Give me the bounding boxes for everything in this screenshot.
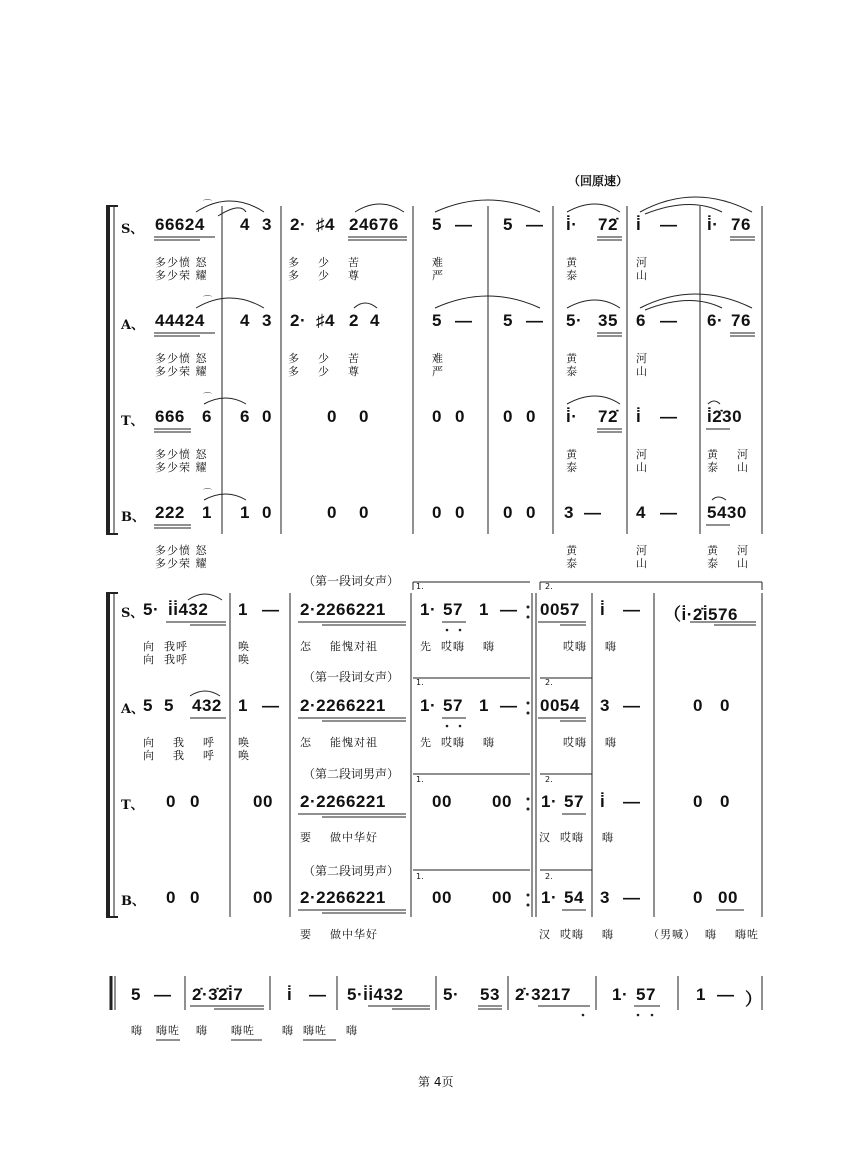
lyric-line: 难 严 bbox=[432, 352, 444, 378]
jianpu-note: i̇ bbox=[600, 600, 606, 619]
voice-label: T、 bbox=[121, 798, 144, 813]
jianpu-note: 1· bbox=[612, 985, 629, 1004]
jianpu-note: — bbox=[526, 215, 544, 234]
jianpu-note: 5 bbox=[503, 311, 513, 330]
jianpu-note: 53 bbox=[480, 985, 500, 1004]
jianpu-note: — bbox=[262, 600, 280, 619]
jianpu-note: 5 bbox=[432, 215, 442, 234]
lyric-line: 多少愤 怒 多少荣 耀 bbox=[155, 256, 208, 282]
jianpu-note: 00 bbox=[492, 792, 512, 811]
jianpu-note: 432 bbox=[192, 696, 222, 715]
jianpu-note: 00 bbox=[253, 888, 273, 907]
jianpu-note: i̇ bbox=[636, 215, 642, 234]
tempo-marking: （回原速） bbox=[568, 174, 629, 188]
lyric-line: 向 我呼 向 我呼 bbox=[143, 640, 188, 666]
jianpu-note: 0 bbox=[359, 503, 369, 522]
lyric-word: 嗨 bbox=[346, 1024, 358, 1037]
lyric-line: 多 少 苦 多 少 尊 bbox=[288, 256, 360, 282]
volta-1-label: 1. bbox=[416, 582, 424, 591]
jianpu-note: 1 bbox=[696, 985, 706, 1004]
jianpu-note: 00 bbox=[432, 888, 452, 907]
lyric-line: 黄 泰 bbox=[566, 256, 578, 282]
jianpu-note: ♯4 bbox=[316, 311, 335, 330]
jianpu-note: 72̇ bbox=[598, 215, 618, 234]
jianpu-note: — bbox=[623, 600, 641, 619]
jianpu-note: — bbox=[500, 696, 518, 715]
voice-label: B、 bbox=[121, 894, 145, 909]
jianpu-note: 0 bbox=[720, 792, 730, 811]
jianpu-note: 666 bbox=[155, 407, 185, 426]
jianpu-note: 5·i̇i̇432 bbox=[347, 985, 404, 1004]
jianpu-note: 0 bbox=[262, 503, 272, 522]
jianpu-note: 6· bbox=[707, 311, 724, 330]
voice-label: T、 bbox=[121, 414, 144, 429]
jianpu-note: 1· bbox=[541, 888, 558, 907]
jianpu-note: 3 bbox=[262, 215, 272, 234]
jianpu-note: — bbox=[623, 888, 641, 907]
jianpu-note: 5· bbox=[143, 600, 160, 619]
jianpu-note: 54 bbox=[564, 888, 584, 907]
jianpu-note: — bbox=[660, 311, 678, 330]
jianpu-note: i̇2̇30 bbox=[707, 407, 743, 426]
jianpu-note: 0 bbox=[432, 503, 442, 522]
lyric-line: 黄 泰 bbox=[566, 352, 578, 378]
jianpu-note: i̇· bbox=[566, 215, 578, 234]
lyric-line: 黄 河 泰 山 bbox=[707, 544, 749, 570]
performance-direction: （第一段词女声） bbox=[303, 574, 400, 588]
lyric-line: 向 我 呼 向 我 呼 bbox=[143, 736, 215, 762]
jianpu-note: — bbox=[526, 311, 544, 330]
lyric-line: 河 山 bbox=[636, 352, 648, 378]
lyric-line: 怎 能愧对祖 bbox=[300, 736, 378, 749]
jianpu-note: 5· bbox=[443, 985, 460, 1004]
voice-label: A、 bbox=[121, 702, 145, 717]
lyric-line: 多少愤 怒 多少荣 耀 bbox=[155, 448, 208, 474]
jianpu-note: 44424 bbox=[155, 311, 205, 330]
jianpu-note: 1· bbox=[541, 792, 558, 811]
lyric-line: 怎 能愧对祖 bbox=[300, 640, 378, 653]
jianpu-note: 6 bbox=[202, 407, 212, 426]
voice-label: S、 bbox=[121, 222, 144, 237]
jianpu-note: 0 bbox=[693, 888, 703, 907]
jianpu-note: 0054 bbox=[540, 696, 580, 715]
jianpu-note: 0 bbox=[190, 888, 200, 907]
lyric-line: 黄 泰 bbox=[566, 448, 578, 474]
lyric-line: 汉 哎嗨 嗨 bbox=[539, 831, 614, 844]
lyric-line: 要 做中华好 bbox=[300, 928, 378, 941]
jianpu-note: 3 bbox=[262, 311, 272, 330]
volta-1-label: 1. bbox=[416, 775, 424, 784]
jianpu-note: 6 bbox=[636, 311, 646, 330]
jianpu-note: 57 bbox=[443, 696, 463, 715]
lyric-word: 嗨咗 bbox=[303, 1024, 327, 1037]
jianpu-note: 3 bbox=[564, 503, 574, 522]
jianpu-note: 76 bbox=[731, 311, 751, 330]
svg-text:⌒: ⌒ bbox=[203, 489, 213, 499]
jianpu-note: 66624 bbox=[155, 215, 205, 234]
jianpu-note: 0 bbox=[526, 407, 536, 426]
jianpu-note: 0 bbox=[455, 407, 465, 426]
jianpu-note: 3 bbox=[600, 888, 610, 907]
volta-1-label: 1. bbox=[416, 678, 424, 687]
jianpu-note: 0 bbox=[166, 792, 176, 811]
performance-direction: （第一段词女声） bbox=[303, 670, 400, 684]
lyric-line: 先 哎嗨 嗨 bbox=[420, 640, 495, 653]
jianpu-note: — bbox=[623, 792, 641, 811]
jianpu-note: — bbox=[717, 985, 735, 1004]
jianpu-note: — bbox=[660, 503, 678, 522]
jianpu-note: 1 bbox=[238, 600, 248, 619]
lyric-line: （男喊） 嗨 嗨咗 bbox=[648, 928, 759, 941]
jianpu-note: 0 bbox=[359, 407, 369, 426]
lyric-line: 河 山 bbox=[636, 448, 648, 474]
jianpu-note: — bbox=[660, 407, 678, 426]
jianpu-note: — bbox=[455, 311, 473, 330]
jianpu-note: 0 bbox=[262, 407, 272, 426]
jianpu-note: 2·2266221 bbox=[300, 888, 386, 907]
volta-2-label: 2. bbox=[545, 582, 553, 591]
jianpu-note: 0 bbox=[503, 503, 513, 522]
jianpu-note: i̇ bbox=[600, 792, 606, 811]
jianpu-note: 1 bbox=[479, 696, 489, 715]
jianpu-note: 0057 bbox=[540, 600, 580, 619]
jianpu-note: 5 bbox=[503, 215, 513, 234]
jianpu-note: 57 bbox=[564, 792, 584, 811]
jianpu-note: 0 bbox=[693, 696, 703, 715]
lyric-line: 哎嗨 嗨 bbox=[563, 640, 617, 653]
jianpu-note: — bbox=[154, 985, 172, 1004]
jianpu-note: 222 bbox=[155, 503, 185, 522]
jianpu-note: i̇· bbox=[707, 215, 719, 234]
jianpu-note: 5 bbox=[164, 696, 174, 715]
lyric-word: 嗨 bbox=[282, 1024, 294, 1037]
lyric-line: 唤 唤 bbox=[238, 736, 250, 762]
jianpu-note: 0 bbox=[720, 696, 730, 715]
jianpu-note: 57 bbox=[443, 600, 463, 619]
jianpu-note: — bbox=[623, 696, 641, 715]
lyric-line: 河 山 bbox=[636, 544, 648, 570]
lyric-line: 唤 唤 bbox=[238, 640, 250, 666]
lyric-line: 多 少 苦 多 少 尊 bbox=[288, 352, 360, 378]
jianpu-note: 00 bbox=[253, 792, 273, 811]
svg-text:⌒: ⌒ bbox=[203, 296, 213, 306]
jianpu-note: i̇· bbox=[566, 407, 578, 426]
lyric-line: 多少愤 怒 多少荣 耀 bbox=[155, 352, 208, 378]
jianpu-note: 0 bbox=[327, 503, 337, 522]
jianpu-note: 00 bbox=[492, 888, 512, 907]
volta-2-label: 2. bbox=[545, 872, 553, 881]
jianpu-note: 0 bbox=[455, 503, 465, 522]
page-number: 第 4页 bbox=[418, 1075, 454, 1089]
jianpu-note: — bbox=[660, 215, 678, 234]
jianpu-note: 3 bbox=[600, 696, 610, 715]
jianpu-note: 35 bbox=[598, 311, 618, 330]
jianpu-note: — bbox=[309, 985, 327, 1004]
svg-text:⌒: ⌒ bbox=[203, 393, 213, 403]
jianpu-note: 5· bbox=[566, 311, 583, 330]
jianpu-note: 0 bbox=[503, 407, 513, 426]
jianpu-note: 0 bbox=[166, 888, 176, 907]
lyric-line: 黄 泰 bbox=[566, 544, 578, 570]
jianpu-note: — bbox=[455, 215, 473, 234]
volta-1-label: 1. bbox=[416, 872, 424, 881]
jianpu-note: 0 bbox=[327, 407, 337, 426]
jianpu-note: 2·2266221 bbox=[300, 792, 386, 811]
jianpu-note: 1· bbox=[420, 696, 437, 715]
lyric-line: 汉 哎嗨 嗨 bbox=[539, 928, 614, 941]
jianpu-note: ） bbox=[745, 990, 763, 1009]
volta-2-label: 2. bbox=[545, 678, 553, 687]
jianpu-note: 4 bbox=[240, 215, 250, 234]
jianpu-note: 4 bbox=[370, 311, 380, 330]
jianpu-note: 1· bbox=[420, 600, 437, 619]
jianpu-note: 76 bbox=[731, 215, 751, 234]
jianpu-note: 1 bbox=[240, 503, 250, 522]
jianpu-note: i̇ bbox=[287, 985, 293, 1004]
jianpu-note: 0 bbox=[190, 792, 200, 811]
jianpu-note: 2·2266221 bbox=[300, 696, 386, 715]
jianpu-note: 0 bbox=[526, 503, 536, 522]
jianpu-note: 2̇·3217 bbox=[515, 985, 571, 1004]
jianpu-note: 5 bbox=[143, 696, 153, 715]
lyric-word: 嗨 bbox=[196, 1024, 208, 1037]
lyric-line: 哎嗨 嗨 bbox=[563, 736, 617, 749]
svg-text:⌒: ⌒ bbox=[203, 200, 213, 210]
lyric-line: 要 做中华好 bbox=[300, 831, 378, 844]
jianpu-note: 24676 bbox=[349, 215, 399, 234]
lyric-line: 河 山 bbox=[636, 256, 648, 282]
jianpu-note: 5 bbox=[432, 311, 442, 330]
jianpu-note: — bbox=[584, 503, 602, 522]
jianpu-note: 1 bbox=[238, 696, 248, 715]
jianpu-note: 5430 bbox=[707, 503, 747, 522]
jianpu-note: i̇ bbox=[636, 407, 642, 426]
lyric-line: 难 严 bbox=[432, 256, 444, 282]
lyric-line: 多少愤 怒 多少荣 耀 bbox=[155, 544, 208, 570]
jianpu-note: 2· bbox=[290, 311, 307, 330]
jianpu-note: 4 bbox=[240, 311, 250, 330]
jianpu-note: — bbox=[500, 600, 518, 619]
jianpu-note: 0 bbox=[432, 407, 442, 426]
performance-direction: （第二段词男声） bbox=[303, 767, 400, 781]
jianpu-note: 2̇·3̇2̇i̇7 bbox=[192, 985, 244, 1004]
jianpu-note: 1 bbox=[202, 503, 212, 522]
jianpu-note: 4 bbox=[636, 503, 646, 522]
jianpu-note: 00 bbox=[432, 792, 452, 811]
lyric-line: 先 哎嗨 嗨 bbox=[420, 736, 495, 749]
jianpu-note: 6 bbox=[240, 407, 250, 426]
volta-2-label: 2. bbox=[545, 775, 553, 784]
jianpu-note: i̇i̇432 bbox=[168, 600, 209, 619]
jianpu-note: 0 bbox=[693, 792, 703, 811]
jianpu-note: 5 bbox=[131, 985, 141, 1004]
voice-label: B、 bbox=[121, 510, 145, 525]
jianpu-note: ♯4 bbox=[316, 215, 335, 234]
jianpu-note: 2 bbox=[349, 311, 359, 330]
jianpu-note: — bbox=[262, 696, 280, 715]
jianpu-note: 57 bbox=[636, 985, 656, 1004]
voice-label: S、 bbox=[121, 606, 144, 621]
lyric-word: 嗨咗 bbox=[231, 1024, 255, 1037]
voice-label: A、 bbox=[121, 318, 145, 333]
jianpu-note: 1 bbox=[479, 600, 489, 619]
lyric-line: 黄 河 泰 山 bbox=[707, 448, 749, 474]
jianpu-note: 00 bbox=[718, 888, 738, 907]
jianpu-note: 72̇ bbox=[598, 407, 618, 426]
lyric-word: 嗨咗 bbox=[156, 1024, 180, 1037]
jianpu-note: 2·2266221 bbox=[300, 600, 386, 619]
lyric-word: 嗨 bbox=[131, 1024, 143, 1037]
jianpu-note: 2· bbox=[290, 215, 307, 234]
jianpu-note: （i̇·2̇i̇576 bbox=[664, 605, 738, 624]
performance-direction: （第二段词男声） bbox=[303, 864, 400, 878]
